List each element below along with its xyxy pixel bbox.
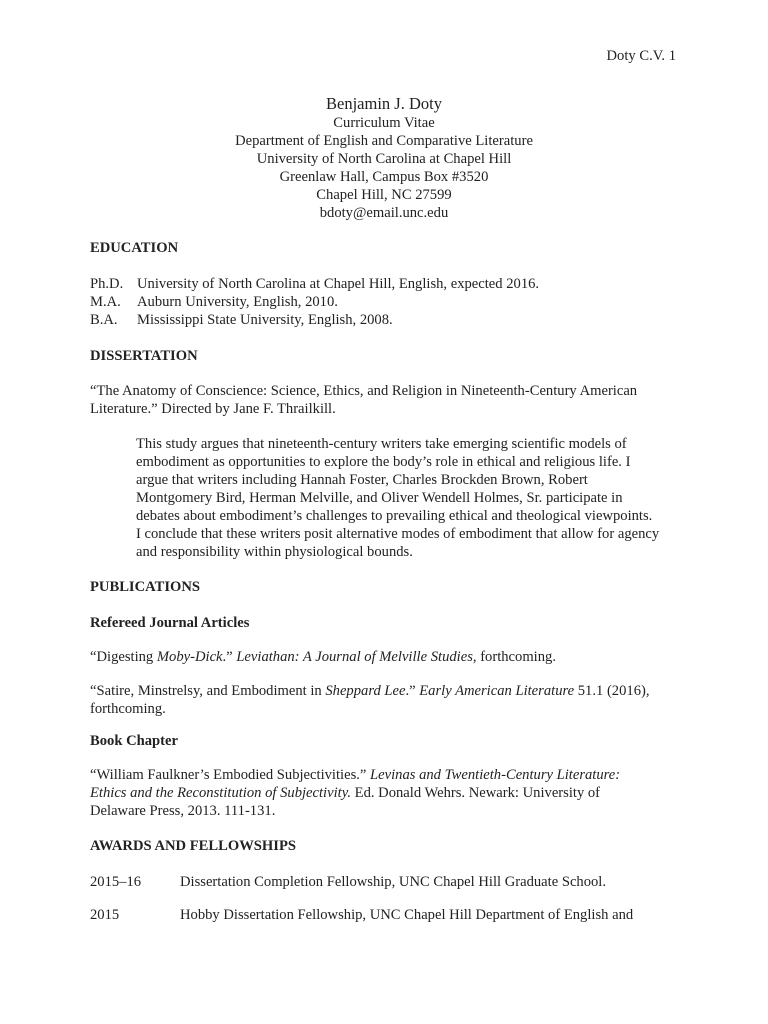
abstract-line: and responsibility within physiological bounds. <box>136 544 413 560</box>
address-line-2: Chapel Hill, NC 27599 <box>316 187 452 203</box>
awards-heading: AWARDS AND FELLOWSHIPS <box>90 838 296 854</box>
degree-label: M.A. <box>90 294 121 310</box>
degree-label: B.A. <box>90 312 118 328</box>
book-title: Levinas and Twentieth-Century Literature: <box>370 767 621 783</box>
abstract-line: embodiment as opportunities to explore the body’s role in ethical and religious life. I <box>136 454 631 470</box>
award-text: Dissertation Completion Fellowship, UNC Chapel Hill Graduate School. <box>180 874 607 890</box>
address-line-1: Greenlaw Hall, Campus Box #3520 <box>279 169 489 185</box>
publications-heading: PUBLICATIONS <box>90 579 201 595</box>
abstract-line: argue that writers including Hannah Foster, Charles Brockden Brown, Robert <box>136 472 588 488</box>
article-italic-title: Moby-Dick <box>156 649 223 665</box>
award-year: 2015 <box>90 907 120 923</box>
degree-text: Auburn University, English, 2010. <box>137 294 338 310</box>
abstract-line: debates about embodiment’s challenges to prevailing ethical and theological viewpoints. <box>136 508 653 524</box>
doc-type: Curriculum Vitae <box>333 115 435 131</box>
department: Department of English and Comparative Literature <box>235 133 533 149</box>
chapter-entry-line-3: Delaware Press, 2013. 111-131. <box>90 803 276 819</box>
journal-title: Leviathan: A Journal of Melville Studies <box>236 649 473 665</box>
award-text: Hobby Dissertation Fellowship, UNC Chapel Hill Department of English and <box>180 907 634 923</box>
article-entry-continued: forthcoming. <box>90 701 166 717</box>
article-entry: “Satire, Minstrelsy, and Embodiment in Sheppard Lee.” Early American Literature 51.1 (2016), <box>90 683 650 699</box>
article-entry: “Digesting Moby-Dick.” Leviathan: A Journal of Melville Studies, forthcoming. <box>90 649 556 665</box>
university: University of North Carolina at Chapel Hill <box>256 151 512 167</box>
article-italic-title: Sheppard Lee <box>325 683 406 699</box>
journal-title: Early American Literature <box>419 683 575 699</box>
abstract-line: I conclude that these writers posit alternative modes of embodiment that allow for agency <box>136 526 660 542</box>
degree-text: University of North Carolina at Chapel Hill, English, expected 2016. <box>137 276 540 292</box>
education-heading: EDUCATION <box>90 240 179 256</box>
book-chapter-subheading: Book Chapter <box>90 733 178 749</box>
degree-text: Mississippi State University, English, 2008. <box>137 312 393 328</box>
award-year: 2015–16 <box>90 874 142 890</box>
book-title-continued: Ethics and the Reconstitution of Subjectivity. <box>90 785 352 801</box>
journal-articles-subheading: Refereed Journal Articles <box>90 615 250 631</box>
dissertation-title-line-1: “The Anatomy of Conscience: Science, Ethics, and Religion in Nineteenth-Century American <box>90 383 638 399</box>
email: bdoty@email.unc.edu <box>319 205 449 221</box>
cv-name: Benjamin J. Doty <box>326 94 442 113</box>
abstract-line: This study argues that nineteenth-century writers take emerging scientific models of <box>136 436 627 452</box>
chapter-entry-line-2: Ethics and the Reconstitution of Subjectivity. Ed. Donald Wehrs. Newark: University of <box>90 785 601 801</box>
degree-label: Ph.D. <box>90 276 124 292</box>
dissertation-abstract <box>136 435 659 561</box>
chapter-entry: “William Faulkner’s Embodied Subjectivities.” Levinas and Twentieth-Century Literature: <box>90 767 621 783</box>
abstract-line: Montgomery Bird, Herman Melville, and Oliver Wendell Holmes, Sr. participate in <box>136 490 623 506</box>
running-head: Doty C.V. 1 <box>606 48 676 64</box>
dissertation-title-line-2: Literature.” Directed by Jane F. Thrailkill. <box>90 401 336 417</box>
dissertation-heading: DISSERTATION <box>90 348 198 364</box>
